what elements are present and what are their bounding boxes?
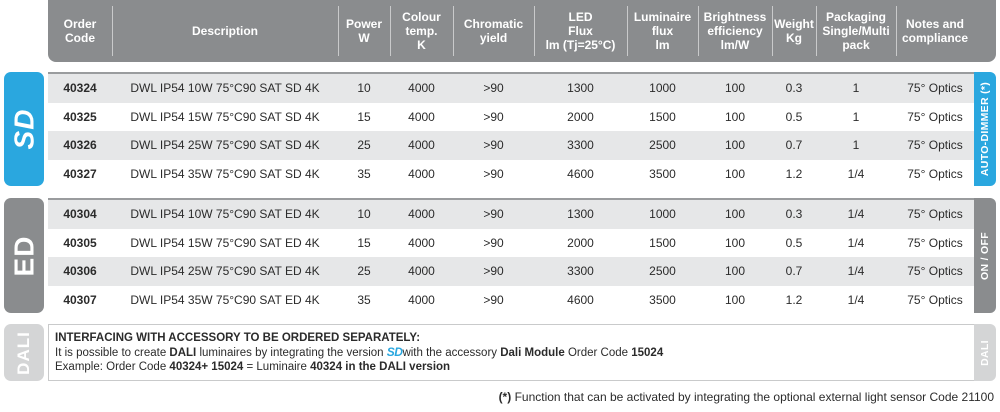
cell-power: 10	[357, 207, 371, 222]
cell-luminaire-flux: 1500	[649, 235, 676, 250]
cell-colour-temp: 4000	[408, 138, 435, 153]
cell-power: 35	[357, 166, 371, 181]
dali-right-label-tab	[974, 324, 996, 381]
cell-brightness-efficiency: 100	[724, 207, 746, 222]
cell-notes: 75° Optics	[907, 264, 963, 279]
cell-description: DWL IP54 35W 75°C90 SAT SD 4K	[130, 166, 320, 181]
sd-table-block	[48, 72, 974, 186]
cell-packaging: 1	[852, 109, 860, 124]
dali-text-bold: DALI	[169, 347, 197, 359]
cell-notes: 75° Optics	[907, 166, 963, 181]
header-separator	[390, 6, 391, 56]
cell-notes: 75° Optics	[907, 81, 963, 96]
cell-colour-temp: 4000	[408, 81, 435, 96]
cell-packaging: 1/4	[847, 207, 865, 222]
cell-order-code: 40325	[63, 109, 97, 124]
cell-description: DWL IP54 10W 75°C90 SAT SD 4K	[130, 81, 320, 96]
header-separator	[816, 6, 817, 56]
table-row	[48, 257, 974, 286]
cell-colour-temp: 4000	[408, 264, 435, 279]
footnote-text: Function that can be activated by integrating the optional external light sensor Code 21100	[511, 390, 994, 404]
cell-power: 15	[357, 235, 371, 250]
cell-colour-temp: 4000	[408, 235, 435, 250]
dali-right-label: DALI	[979, 339, 992, 366]
cell-weight: 1.2	[785, 166, 803, 181]
cell-description: DWL IP54 10W 75°C90 SAT ED 4K	[130, 207, 320, 222]
dali-description	[55, 345, 968, 360]
header-separator	[627, 6, 628, 56]
dali-text: with the accessory	[402, 347, 501, 359]
cell-order-code: 40304	[63, 207, 97, 222]
header-separator	[453, 6, 454, 56]
cell-power: 10	[357, 81, 371, 96]
dali-info-box	[48, 324, 974, 381]
auto-dimmer-label-tab	[974, 72, 996, 186]
cell-led-flux: 1300	[567, 81, 594, 96]
dali-example-code: 40324+ 15024	[169, 361, 244, 373]
cell-led-flux: 3300	[567, 138, 594, 153]
on-off-label: ON / OFF	[979, 231, 991, 280]
cell-brightness-efficiency: 100	[724, 235, 746, 250]
cell-order-code: 40307	[63, 292, 97, 307]
cell-chromatic-yield: >90	[483, 81, 504, 96]
cell-luminaire-flux: 3500	[649, 292, 676, 307]
header-separator	[772, 6, 773, 56]
header-luminaire-flux: Luminaire flux lm	[633, 10, 692, 52]
cell-weight: 0.5	[785, 235, 803, 250]
table-row	[48, 229, 974, 258]
cell-colour-temp: 4000	[408, 207, 435, 222]
cell-led-flux: 2000	[567, 235, 594, 250]
dali-module-name: Dali Module	[500, 347, 565, 359]
table-header	[48, 0, 996, 62]
footnote	[499, 390, 994, 404]
cell-description: DWL IP54 15W 75°C90 SAT SD 4K	[130, 109, 320, 124]
cell-weight: 0.7	[785, 138, 803, 153]
cell-colour-temp: 4000	[408, 292, 435, 307]
cell-weight: 0.7	[785, 264, 803, 279]
table-row	[48, 286, 974, 315]
cell-packaging: 1/4	[847, 264, 865, 279]
cell-order-code: 40327	[63, 166, 97, 181]
dali-title: INTERFACING WITH ACCESSORY TO BE ORDERED SEPARATELY:	[55, 332, 421, 344]
cell-power: 25	[357, 264, 371, 279]
cell-order-code: 40305	[63, 235, 97, 250]
cell-order-code: 40326	[63, 138, 97, 153]
cell-description: DWL IP54 15W 75°C90 SAT ED 4K	[130, 235, 320, 250]
header-weight: Weight Kg	[774, 17, 814, 45]
cell-order-code: 40324	[63, 81, 97, 96]
header-brightness-efficiency: Brightness efficiency lm/W	[703, 10, 767, 52]
sd-mini-logo: SD	[386, 345, 403, 359]
sd-tab-label: SD	[8, 108, 39, 150]
cell-packaging: 1/4	[847, 235, 865, 250]
cell-description: DWL IP54 25W 75°C90 SAT SD 4K	[130, 138, 320, 153]
cell-chromatic-yield: >90	[483, 235, 504, 250]
footnote-mark: (*)	[498, 390, 512, 404]
cell-weight: 0.3	[785, 207, 803, 222]
ed-table-block	[48, 198, 974, 313]
cell-weight: 0.5	[785, 109, 803, 124]
cell-led-flux: 4600	[567, 292, 594, 307]
cell-brightness-efficiency: 100	[724, 109, 746, 124]
dali-text: = Luminaire	[243, 361, 311, 373]
cell-notes: 75° Optics	[907, 292, 963, 307]
cell-led-flux: 4600	[567, 166, 594, 181]
table-row	[48, 74, 974, 103]
cell-chromatic-yield: >90	[483, 166, 504, 181]
cell-chromatic-yield: >90	[483, 138, 504, 153]
cell-power: 35	[357, 292, 371, 307]
dali-version-tab	[4, 324, 44, 381]
table-row	[48, 160, 974, 189]
header-separator	[534, 6, 535, 56]
dali-tab-label: DALI	[14, 330, 34, 375]
dali-text: Order Code	[564, 347, 632, 359]
cell-packaging: 1	[852, 138, 860, 153]
header-separator	[698, 6, 699, 56]
cell-chromatic-yield: >90	[483, 207, 504, 222]
ed-tab-label: ED	[8, 235, 39, 276]
table-row	[48, 200, 974, 229]
header-chromatic-yield: Chromatic yield	[463, 17, 524, 45]
cell-chromatic-yield: >90	[483, 109, 504, 124]
header-led-flux: LED Flux lm (Tj=25°C)	[545, 10, 616, 52]
header-colour-temp: Colour temp. K	[402, 10, 441, 52]
cell-luminaire-flux: 1000	[649, 81, 676, 96]
cell-brightness-efficiency: 100	[724, 81, 746, 96]
dali-text: luminaires by integrating the version	[196, 347, 387, 359]
cell-luminaire-flux: 2500	[649, 138, 676, 153]
cell-power: 15	[357, 109, 371, 124]
cell-luminaire-flux: 2500	[649, 264, 676, 279]
cell-notes: 75° Optics	[907, 138, 963, 153]
header-power: Power W	[345, 17, 382, 45]
cell-led-flux: 2000	[567, 109, 594, 124]
cell-notes: 75° Optics	[907, 207, 963, 222]
cell-colour-temp: 4000	[408, 109, 435, 124]
cell-power: 25	[357, 138, 371, 153]
cell-brightness-efficiency: 100	[724, 292, 746, 307]
dali-example	[55, 360, 968, 374]
header-packaging: Packaging Single/Multi pack	[822, 10, 890, 52]
header-description: Description	[191, 24, 258, 38]
cell-packaging: 1/4	[847, 166, 865, 181]
cell-led-flux: 1300	[567, 207, 594, 222]
cell-weight: 0.3	[785, 81, 803, 96]
cell-description: DWL IP54 35W 75°C90 SAT ED 4K	[130, 292, 320, 307]
cell-luminaire-flux: 1500	[649, 109, 676, 124]
dali-example-result: 40324 in the DALI version	[310, 361, 451, 373]
header-separator	[338, 6, 339, 56]
cell-brightness-efficiency: 100	[724, 138, 746, 153]
dali-text: It is possible to create	[55, 347, 170, 359]
header-order-code: Order Code	[63, 17, 97, 45]
cell-description: DWL IP54 25W 75°C90 SAT ED 4K	[130, 264, 320, 279]
cell-chromatic-yield: >90	[483, 292, 504, 307]
auto-dimmer-label: AUTO-DIMMER (*)	[979, 81, 992, 177]
cell-colour-temp: 4000	[408, 166, 435, 181]
header-notes: Notes and compliance	[901, 17, 969, 45]
cell-luminaire-flux: 1000	[649, 207, 676, 222]
cell-packaging: 1/4	[847, 292, 865, 307]
on-off-label-tab	[974, 198, 996, 313]
sd-version-tab	[4, 72, 44, 186]
cell-luminaire-flux: 3500	[649, 166, 676, 181]
cell-weight: 1.2	[785, 292, 803, 307]
dali-text: Example: Order Code	[55, 361, 170, 373]
cell-order-code: 40306	[63, 264, 97, 279]
cell-notes: 75° Optics	[907, 109, 963, 124]
header-separator	[896, 6, 897, 56]
cell-brightness-efficiency: 100	[724, 264, 746, 279]
header-separator	[112, 6, 113, 56]
cell-packaging: 1	[852, 81, 860, 96]
table-row	[48, 103, 974, 132]
table-row	[48, 131, 974, 160]
cell-notes: 75° Optics	[907, 235, 963, 250]
cell-led-flux: 3300	[567, 264, 594, 279]
ed-version-tab	[4, 198, 44, 313]
cell-brightness-efficiency: 100	[724, 166, 746, 181]
cell-chromatic-yield: >90	[483, 264, 504, 279]
dali-module-code: 15024	[631, 347, 664, 359]
